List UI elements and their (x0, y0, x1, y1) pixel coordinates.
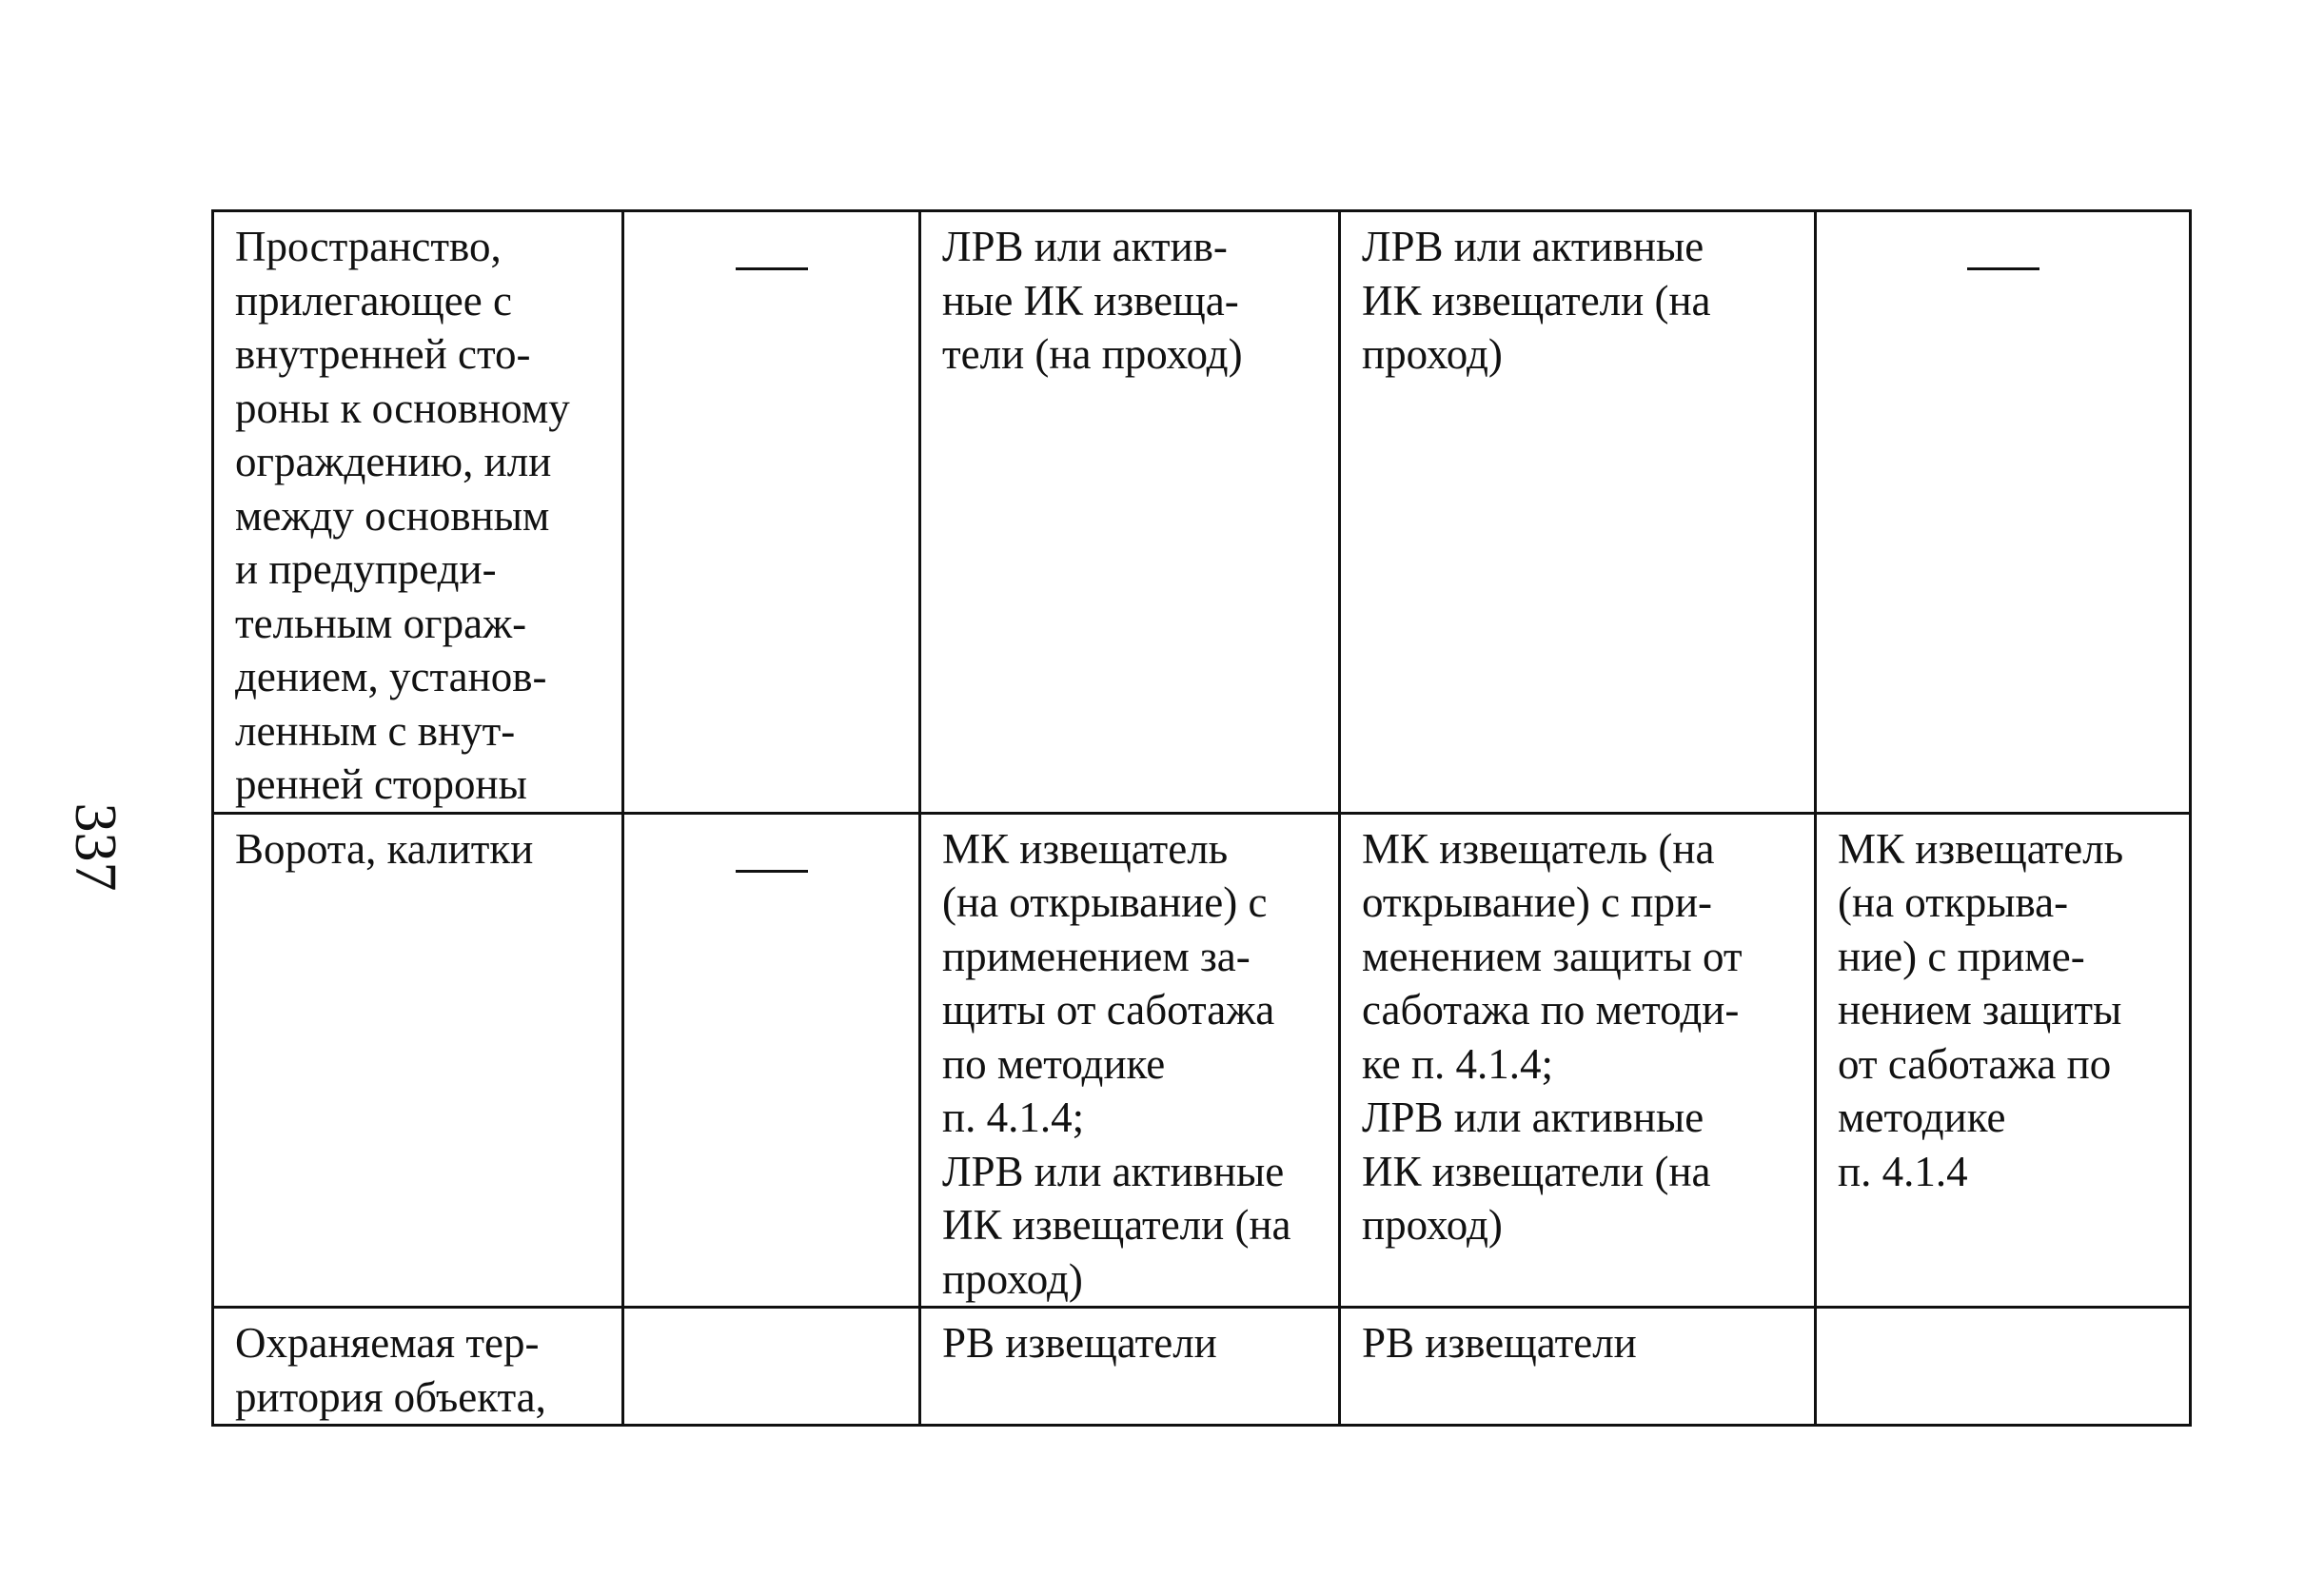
dash-mark (736, 870, 808, 873)
table-row (213, 813, 2191, 1308)
table-row (213, 211, 2191, 814)
detector-cell: МК извещатель (на открывание) с при- менением защиты от саботажа по методи- ке п. 4.1.4; ЛРВ или активные ИК извещатели (на проход) (1340, 813, 1816, 1308)
empty-cell (623, 1308, 920, 1426)
empty-dash-cell (623, 211, 920, 814)
zone-cell: Ворота, калитки (213, 813, 623, 1308)
detector-cell: ЛРВ или актив- ные ИК извеща- тели (на проход) (920, 211, 1340, 814)
detector-cell: ЛРВ или активные ИК извещатели (на проход) (1340, 211, 1816, 814)
detector-cell: МК извещатель (на открывание) с применением за- щиты от саботажа по методике п. 4.1.4; ЛРВ или активные ИК извещатели (на проход) (920, 813, 1340, 1308)
table-row (213, 1308, 2191, 1426)
empty-cell (1816, 1308, 2191, 1426)
requirements-table (211, 209, 2192, 1427)
dash-mark (736, 267, 808, 270)
dash-mark (1967, 267, 2039, 270)
page-number: 337 (63, 802, 128, 892)
detector-cell: РВ извещатели (920, 1308, 1340, 1426)
empty-dash-cell (1816, 211, 2191, 814)
detector-cell: МК извещатель (на открыва- ние) с приме- нением защиты от саботажа по методике п. 4.1.4 (1816, 813, 2191, 1308)
zone-cell: Пространство, прилегающее с внутренней сто- роны к основному ограждению, или между основным и предупреди- тельным ограж- дением, установ- ленным с внут- ренней стороны (213, 211, 623, 814)
zone-cell: Охраняемая тер- ритория объекта, (213, 1308, 623, 1426)
empty-dash-cell (623, 813, 920, 1308)
detector-cell: РВ извещатели (1340, 1308, 1816, 1426)
